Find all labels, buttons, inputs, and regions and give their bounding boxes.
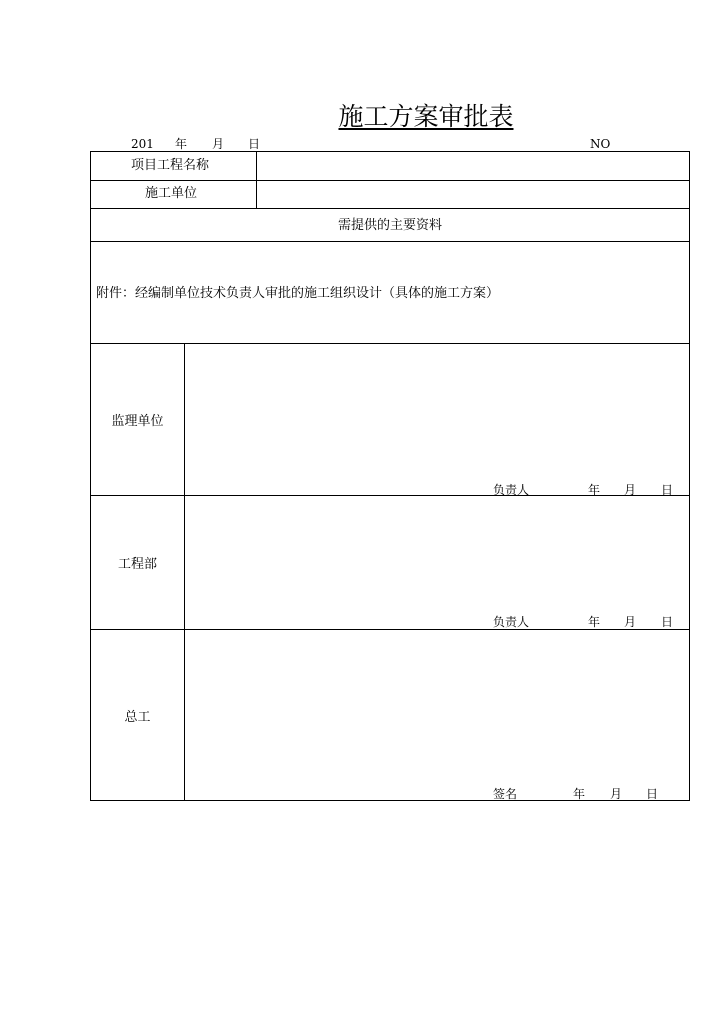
supervision-opinion-area[interactable] <box>186 345 688 475</box>
supervision-unit-label: 监理单位 <box>111 414 164 429</box>
table-border-left <box>90 151 91 801</box>
sign-year-label: 年 <box>588 615 601 629</box>
table-border-top <box>90 151 690 152</box>
row-divider <box>90 208 690 209</box>
date-year-label: 年 <box>175 137 188 151</box>
construction-unit-label: 施工单位 <box>145 186 198 201</box>
sign-day-label: 日 <box>661 615 674 629</box>
construction-unit-field[interactable] <box>258 182 688 207</box>
sign-day-label: 日 <box>646 787 659 801</box>
page-title: 施工方案审批表 <box>338 102 514 131</box>
row-divider <box>90 180 690 181</box>
engineering-opinion-area[interactable] <box>186 497 688 607</box>
project-name-field[interactable] <box>258 153 688 179</box>
sign-month-label: 月 <box>624 615 637 629</box>
column-divider <box>256 151 257 208</box>
project-name-label: 项目工程名称 <box>131 158 210 173</box>
row-divider <box>90 629 690 630</box>
date-year-prefix: 201 <box>131 137 154 151</box>
sign-month-label: 月 <box>610 787 623 801</box>
table-border-right <box>689 151 690 801</box>
responsible-person-label: 负责人 <box>493 483 530 497</box>
table-border-bottom <box>90 800 690 801</box>
row-divider <box>90 241 690 242</box>
row-divider <box>90 343 690 344</box>
responsible-person-label: 负责人 <box>493 615 530 629</box>
sign-year-label: 年 <box>588 483 601 497</box>
attachment-text: 附件：经编制单位技术负责人审批的施工组织设计（具体的施工方案） <box>96 286 500 301</box>
date-month-label: 月 <box>212 137 225 151</box>
sign-month-label: 月 <box>624 483 637 497</box>
signature-label: 签名 <box>493 787 518 801</box>
engineering-dept-label: 工程部 <box>117 557 157 572</box>
date-day-label: 日 <box>248 137 261 151</box>
sign-day-label: 日 <box>661 483 674 497</box>
chief-engineer-opinion-area[interactable] <box>186 631 688 779</box>
chief-engineer-label: 总工 <box>124 710 151 725</box>
column-divider <box>184 343 185 800</box>
number-label: NO <box>590 137 611 151</box>
sign-year-label: 年 <box>573 787 586 801</box>
materials-heading: 需提供的主要资料 <box>337 218 442 233</box>
